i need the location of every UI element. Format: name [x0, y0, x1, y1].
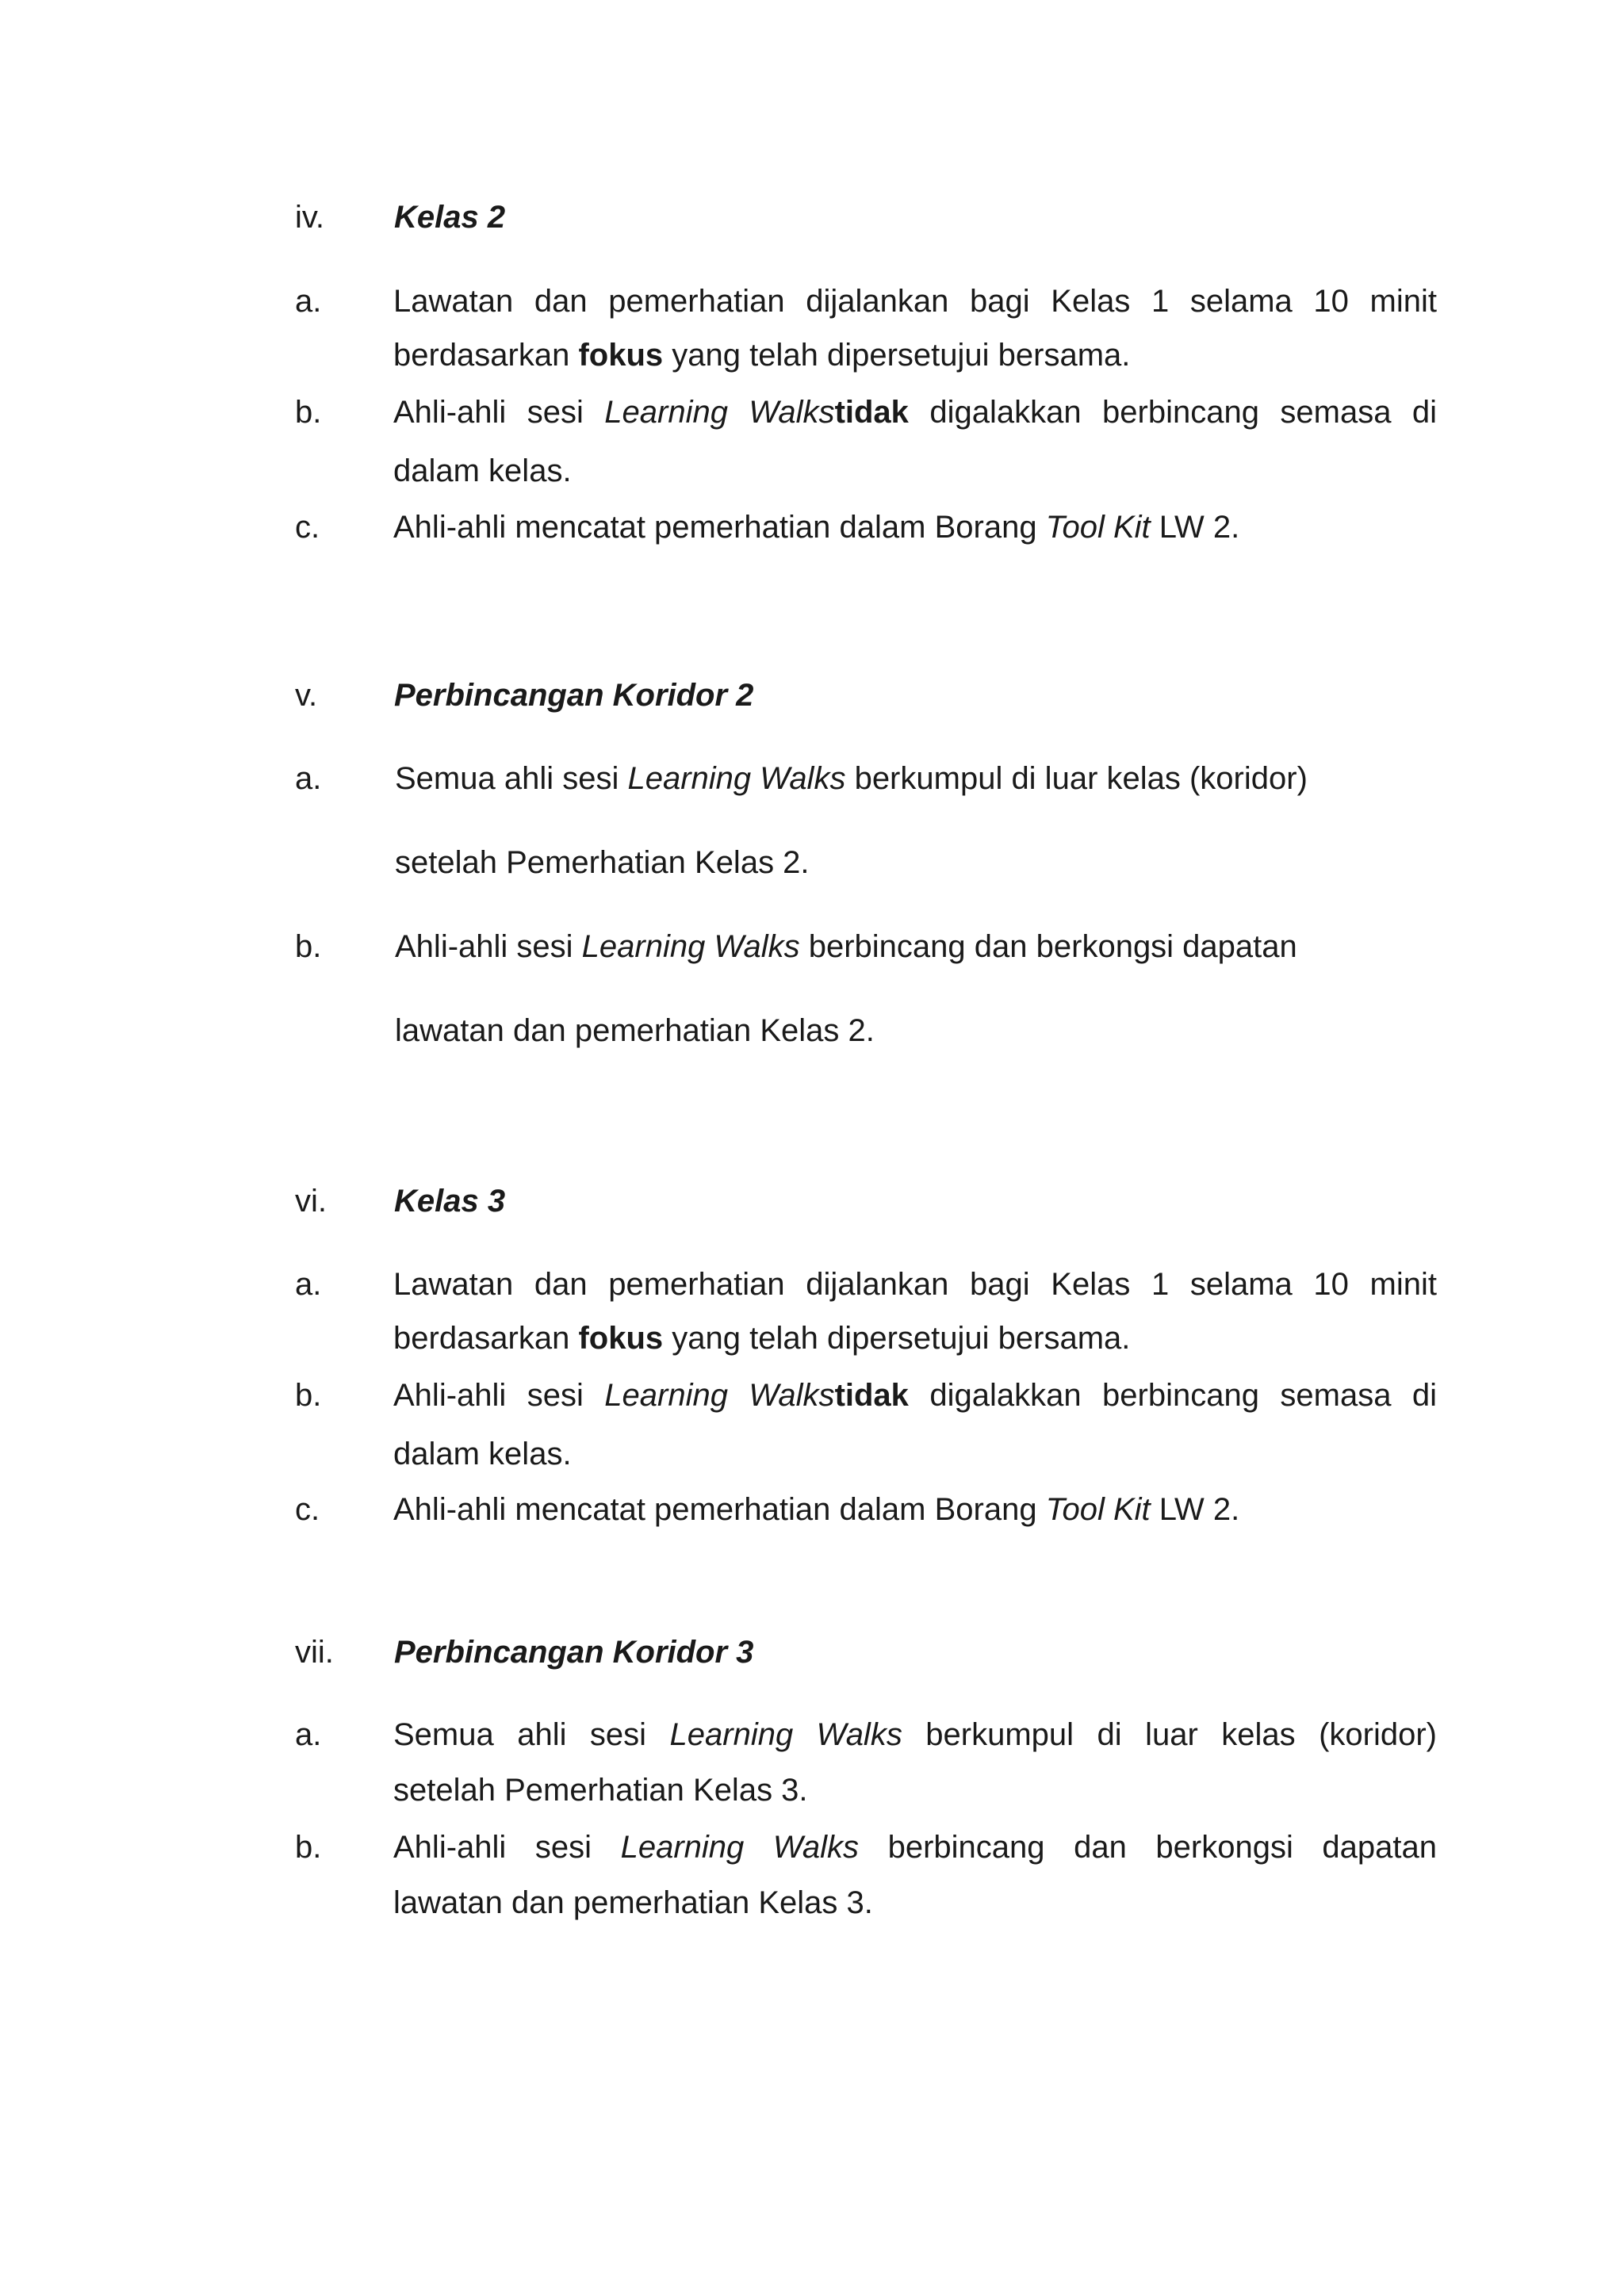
item-text-line: berdasarkan fokus yang telah dipersetujui bersama. — [393, 338, 1131, 373]
section-title: Kelas 3 — [394, 1184, 506, 1219]
section-number: v. — [295, 678, 318, 713]
item-marker: c. — [295, 1492, 320, 1527]
item-marker: a. — [295, 1267, 322, 1302]
item-text-line: Lawatan dan pemerhatian dijalankan bagi Kelas 1 selama 10 minit — [393, 284, 1437, 319]
item-text-line: Ahli-ahli sesi Learning Walks berbincang dan berkongsi dapatan — [395, 929, 1297, 964]
section-title: Perbincangan Koridor 2 — [394, 678, 754, 713]
item-text-line: Ahli-ahli mencatat pemerhatian dalam Borang Tool Kit LW 2. — [393, 1492, 1240, 1527]
item-text-line: Semua ahli sesi Learning Walks berkumpul di luar kelas (koridor) — [393, 1717, 1437, 1752]
item-marker: a. — [295, 761, 322, 796]
section-number: vii. — [295, 1635, 334, 1670]
section-number: vi. — [295, 1184, 327, 1219]
item-text-line: Ahli-ahli sesi Learning Walks berbincang dan berkongsi dapatan — [393, 1830, 1437, 1865]
item-text-line: Semua ahli sesi Learning Walks berkumpul di luar kelas (koridor) — [395, 761, 1308, 796]
section-title: Kelas 2 — [394, 200, 506, 235]
item-text-line: lawatan dan pemerhatian Kelas 2. — [395, 1013, 875, 1048]
item-text-line: Lawatan dan pemerhatian dijalankan bagi Kelas 1 selama 10 minit — [393, 1267, 1437, 1302]
item-marker: b. — [295, 1378, 322, 1413]
item-text-line: berdasarkan fokus yang telah dipersetujui bersama. — [393, 1321, 1131, 1356]
item-marker: a. — [295, 1717, 322, 1752]
item-marker: b. — [295, 395, 322, 430]
item-marker: b. — [295, 929, 322, 964]
item-text-line: Ahli-ahli sesi Learning Walkstidak digalakkan berbincang semasa di — [393, 395, 1437, 430]
item-text-line: Ahli-ahli sesi Learning Walkstidak digalakkan berbincang semasa di — [393, 1378, 1437, 1413]
item-text-line: setelah Pemerhatian Kelas 3. — [393, 1773, 808, 1808]
item-marker: b. — [295, 1830, 322, 1865]
item-marker: a. — [295, 284, 322, 319]
item-text-line: setelah Pemerhatian Kelas 2. — [395, 845, 810, 880]
section-title: Perbincangan Koridor 3 — [394, 1635, 754, 1670]
section-number: iv. — [295, 200, 325, 235]
item-marker: c. — [295, 510, 320, 545]
item-text-line: lawatan dan pemerhatian Kelas 3. — [393, 1885, 873, 1920]
item-text-line: dalam kelas. — [393, 1437, 572, 1471]
item-text-line: Ahli-ahli mencatat pemerhatian dalam Borang Tool Kit LW 2. — [393, 510, 1240, 545]
item-text-line: dalam kelas. — [393, 453, 572, 488]
